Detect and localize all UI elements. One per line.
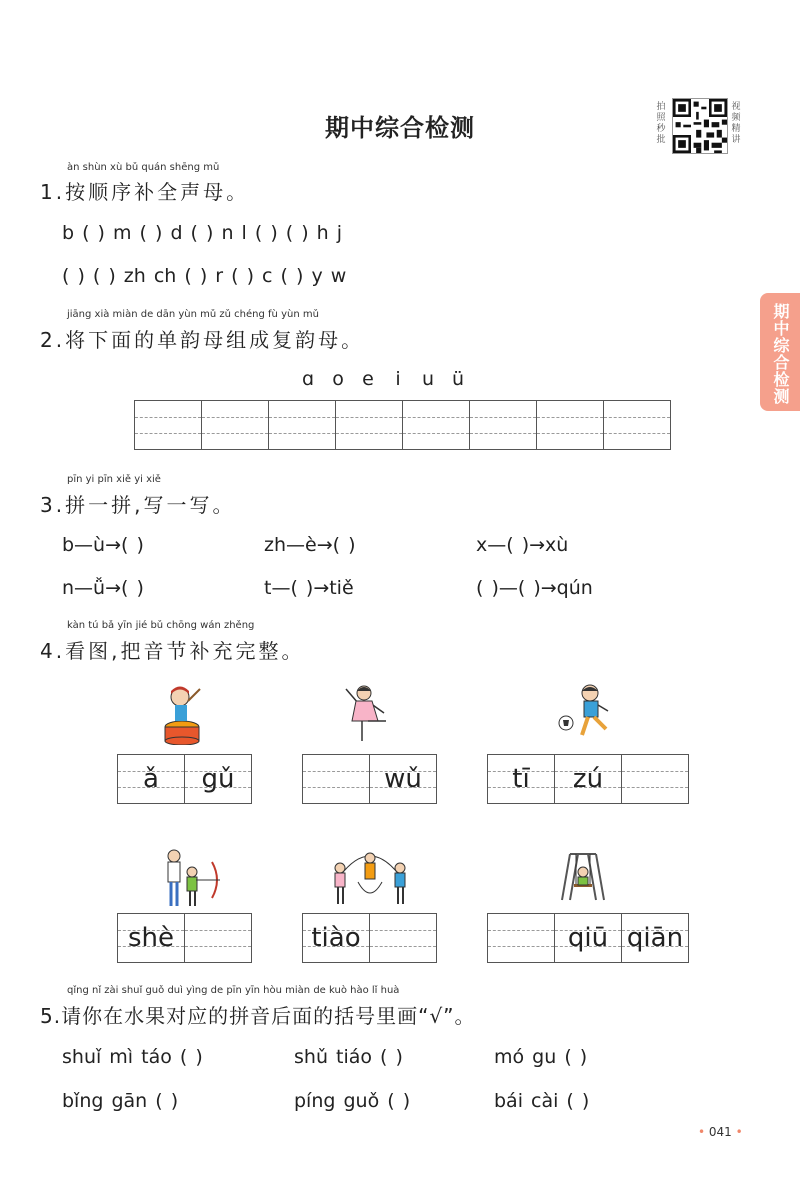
page-title: 期中综合检测 <box>325 114 475 142</box>
q5-item: píng guǒ ( ) <box>294 1090 411 1112</box>
qr-right-label: 视频精讲 <box>731 102 741 145</box>
q5-item: shǔ tiáo ( ) <box>294 1046 403 1068</box>
q4-grid-football[interactable] <box>487 754 689 804</box>
q2-pinyin: jiāng xià miàn de dān yùn mǔ zǔ chéng fù yùn mǔ <box>67 309 319 320</box>
qr-left-label: 拍照秒批 <box>656 102 666 145</box>
q3-item: zh—è→( ) <box>264 534 356 556</box>
q1-title: 1.按顺序补全声母。 <box>40 180 250 204</box>
vowel: u <box>421 368 435 390</box>
q2-writing-grid[interactable] <box>134 400 671 450</box>
q1-line-1: b ( ) m ( ) d ( ) n l ( ) ( ) h j <box>62 222 343 244</box>
vowel: i <box>395 368 401 390</box>
q3-item: x—( )→xù <box>476 534 569 556</box>
q5-title: 5.请你在水果对应的拼音后面的括号里画“√”。 <box>40 1004 476 1028</box>
q4-grid-archery[interactable] <box>117 913 252 963</box>
dot-icon: • <box>698 1125 706 1139</box>
grid-cell[interactable] <box>185 914 251 962</box>
q4-title: 4.看图,把音节补充完整。 <box>40 639 305 663</box>
q3-item: ( )—( )→qún <box>476 577 593 599</box>
q1-pinyin: àn shùn xù bǔ quán shēng mǔ <box>67 162 220 173</box>
football-illustration <box>556 681 616 743</box>
q3-item: n—ǚ→( ) <box>62 577 144 599</box>
q4-grid-swing[interactable] <box>487 913 689 963</box>
q2-title: 2.将下面的单韵母组成复韵母。 <box>40 328 365 352</box>
q3-pinyin: pīn yi pīn xiě yi xiě <box>67 474 161 485</box>
q4-grid-drum[interactable] <box>117 754 252 804</box>
q2-vowels <box>293 368 473 390</box>
side-tab-label: 期中综合检测 <box>771 303 790 405</box>
qr-code[interactable] <box>672 98 728 154</box>
grid-cell[interactable]: qiū <box>555 914 622 962</box>
rope-skipping-illustration <box>330 846 410 910</box>
grid-cell[interactable]: zú <box>555 755 622 803</box>
q5-item: bái cài ( ) <box>494 1090 590 1112</box>
swing-illustration <box>558 850 608 902</box>
grid-cell[interactable]: ǎ <box>118 755 185 803</box>
q5-pinyin: qǐng nǐ zài shuǐ guǒ duì yìng de pīn yīn hòu miàn de kuò hào lǐ huà <box>67 985 400 996</box>
dot-icon: • <box>735 1125 743 1139</box>
grid-cell[interactable]: qiān <box>622 914 688 962</box>
grid-cell[interactable] <box>537 401 604 449</box>
dancer-illustration <box>340 681 396 745</box>
grid-cell[interactable]: wǔ <box>370 755 436 803</box>
vowel: ü <box>451 368 465 390</box>
grid-cell[interactable] <box>370 914 436 962</box>
q1-line-2: ( ) ( ) zh ch ( ) r ( ) c ( ) y w <box>62 265 347 287</box>
grid-cell[interactable] <box>269 401 336 449</box>
q3-item: b—ù→( ) <box>62 534 144 556</box>
q3-item: t—( )→tiě <box>264 577 354 599</box>
q4-pinyin: kàn tú bǎ yīn jié bǔ chōng wán zhěng <box>67 620 255 631</box>
q4-grid-rope[interactable] <box>302 913 437 963</box>
grid-cell[interactable] <box>488 914 555 962</box>
grid-cell[interactable] <box>403 401 470 449</box>
vowel: ɑ <box>301 368 315 390</box>
grid-cell[interactable] <box>202 401 269 449</box>
grid-cell[interactable] <box>470 401 537 449</box>
grid-cell[interactable] <box>622 755 688 803</box>
grid-cell[interactable] <box>336 401 403 449</box>
grid-cell[interactable]: tiào <box>303 914 370 962</box>
grid-cell[interactable] <box>303 755 370 803</box>
vowel: e <box>362 368 374 390</box>
section-side-tab[interactable] <box>760 293 800 411</box>
grid-cell[interactable]: shè <box>118 914 185 962</box>
q5-item: bǐng gān ( ) <box>62 1090 179 1112</box>
q5-item: mó gu ( ) <box>494 1046 588 1068</box>
page-number: • 041 • <box>698 1125 743 1139</box>
archery-illustration <box>160 848 224 912</box>
grid-cell[interactable]: gǔ <box>185 755 251 803</box>
grid-cell[interactable]: tī <box>488 755 555 803</box>
drum-illustration <box>158 683 208 745</box>
qr-icon <box>673 99 727 153</box>
grid-cell[interactable] <box>604 401 670 449</box>
q5-item: shuǐ mì táo ( ) <box>62 1046 203 1068</box>
q3-title: 3.拼一拼,写一写。 <box>40 493 236 517</box>
q4-grid-dance[interactable] <box>302 754 437 804</box>
grid-cell[interactable] <box>135 401 202 449</box>
vowel: o <box>332 368 344 390</box>
